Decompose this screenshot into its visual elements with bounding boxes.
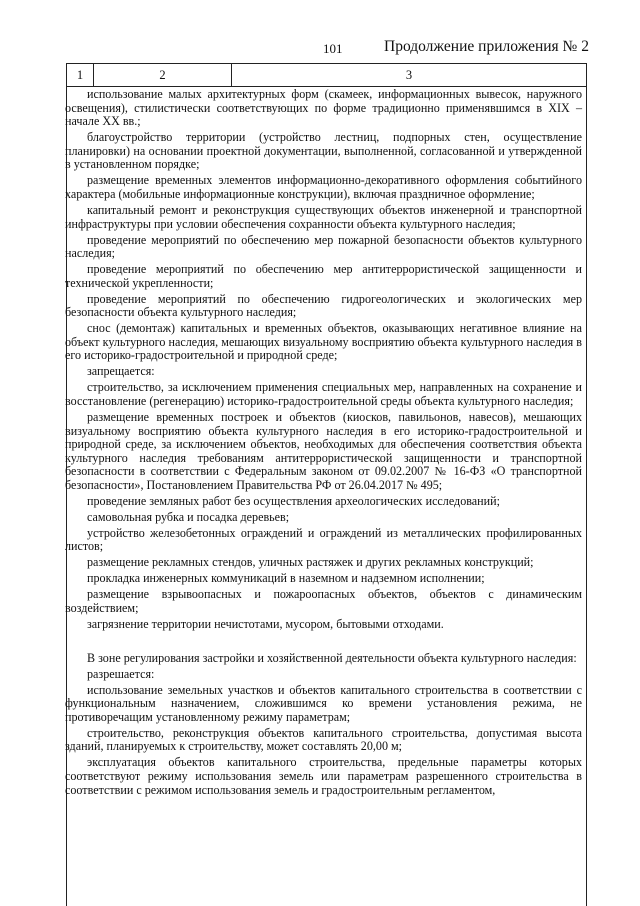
- zone-heading: В зоне регулирования застройки и хозяйственной деятельности объекта культурного наследия:: [87, 650, 577, 665]
- column-number-1: 1: [67, 64, 94, 86]
- paragraph: строительство, реконструкция объектов капитального строительства, допустимая высота зданий, планируемых к строительству, может составлять 20,00 м;: [65, 725, 582, 754]
- paragraph: проведение мероприятий по обеспечению мер пожарной безопасности объектов культурного наследия;: [65, 232, 582, 261]
- paragraph: загрязнение территории нечистотами, мусором, бытовыми отходами.: [87, 617, 444, 632]
- paragraph: прокладка инженерных коммуникаций в наземном и надземном исполнении;: [87, 571, 485, 586]
- regulation-text: [65, 88, 582, 800]
- column-number-2: 2: [94, 64, 232, 86]
- paragraph: строительство, за исключением применения специальных мер, направленных на сохранение и восстановление (регенерацию) историко-градостроительной среды объекта культурного наследия;: [65, 380, 582, 408]
- paragraph: использование земельных участков и объектов капитального строительства в соответствии с функциональным назначением, сложившимся ко времени установления режима, не противоречащим установленному режиму параметрам;: [65, 682, 582, 724]
- paragraph: проведение мероприятий по обеспечению мер антитеррористической защищенности и технической укрепленности;: [65, 262, 582, 290]
- column-number-3: 3: [405, 68, 413, 82]
- paragraph: размещение временных элементов информационно-декоративного оформления событийного характера (мобильные информационные конструкции), включая праздничное оформление;: [65, 173, 582, 201]
- paragraph: капитальный ремонт и реконструкция существующих объектов инженерной и транспортной инфраструктуры при условии обеспечения сохранности объекта культурного наследия;: [65, 202, 582, 231]
- appendix-continuation-heading: Продолжение приложения № 2: [384, 38, 589, 55]
- prohibited-heading: запрещается:: [87, 364, 155, 379]
- paragraph: размещение рекламных стендов, уличных растяжек и других рекламных конструкций;: [87, 555, 534, 570]
- permitted-heading: разрешается:: [87, 666, 155, 681]
- page-number: 101: [323, 41, 343, 56]
- paragraph: проведение мероприятий по обеспечению гидрогеологических и экологических мер безопасности объекта культурного наследия;: [65, 291, 582, 320]
- paragraph: использование малых архитектурных форм (скамеек, информационных вывесок, наружного освещения), стилистически соответствующих по форме традиционно применявшимся в XIX – начале XX вв.;: [65, 87, 582, 129]
- paragraph: устройство железобетонных ограждений и ограждений из металлических профилированных листов;: [65, 525, 582, 554]
- paragraph: самовольная рубка и посадка деревьев;: [87, 509, 290, 524]
- paragraph: снос (демонтаж) капитальных и временных объектов, оказывающих негативное влияние на объект культурного наследия, мешающих визуальному восприятию объекта культурного наследия в его историко-градостроительной и природной среде;: [65, 321, 582, 363]
- table-header-row: [67, 64, 586, 87]
- paragraph: эксплуатация объектов капитального строительства, предельные параметры которых соответствуют режиму использования земель или параметрам разрешенного строительства в соответствии с режимом использования земель и градостроительным регламентом,: [65, 755, 582, 797]
- paragraph: размещение взрывоопасных и пожароопасных объектов, объектов с динамическим воздействием;: [65, 587, 582, 616]
- paragraph: проведение земляных работ без осуществления археологических исследований;: [87, 493, 500, 508]
- paragraph: размещение временных построек и объектов (киосков, павильонов, навесов), мешающих визуальному восприятию объекта культурного наследия в его историко-градостроительной и природной среде, за исключением объектов, необходимых для обеспечения соответствия объекта культурного наследия требованиям антитеррористической защищенности и транспортной безопасности в соответствии с Федеральным законом от 09.02.2007 № 16-ФЗ «О транспортной безопасности», Постановлением Правительства РФ от 26.04.2017 № 495;: [65, 409, 582, 492]
- paragraph: благоустройство территории (устройство лестниц, подпорных стен, осуществление планировки) на основании проектной документации, выполненной, согласованной и утвержденной в установленном порядке;: [65, 130, 582, 172]
